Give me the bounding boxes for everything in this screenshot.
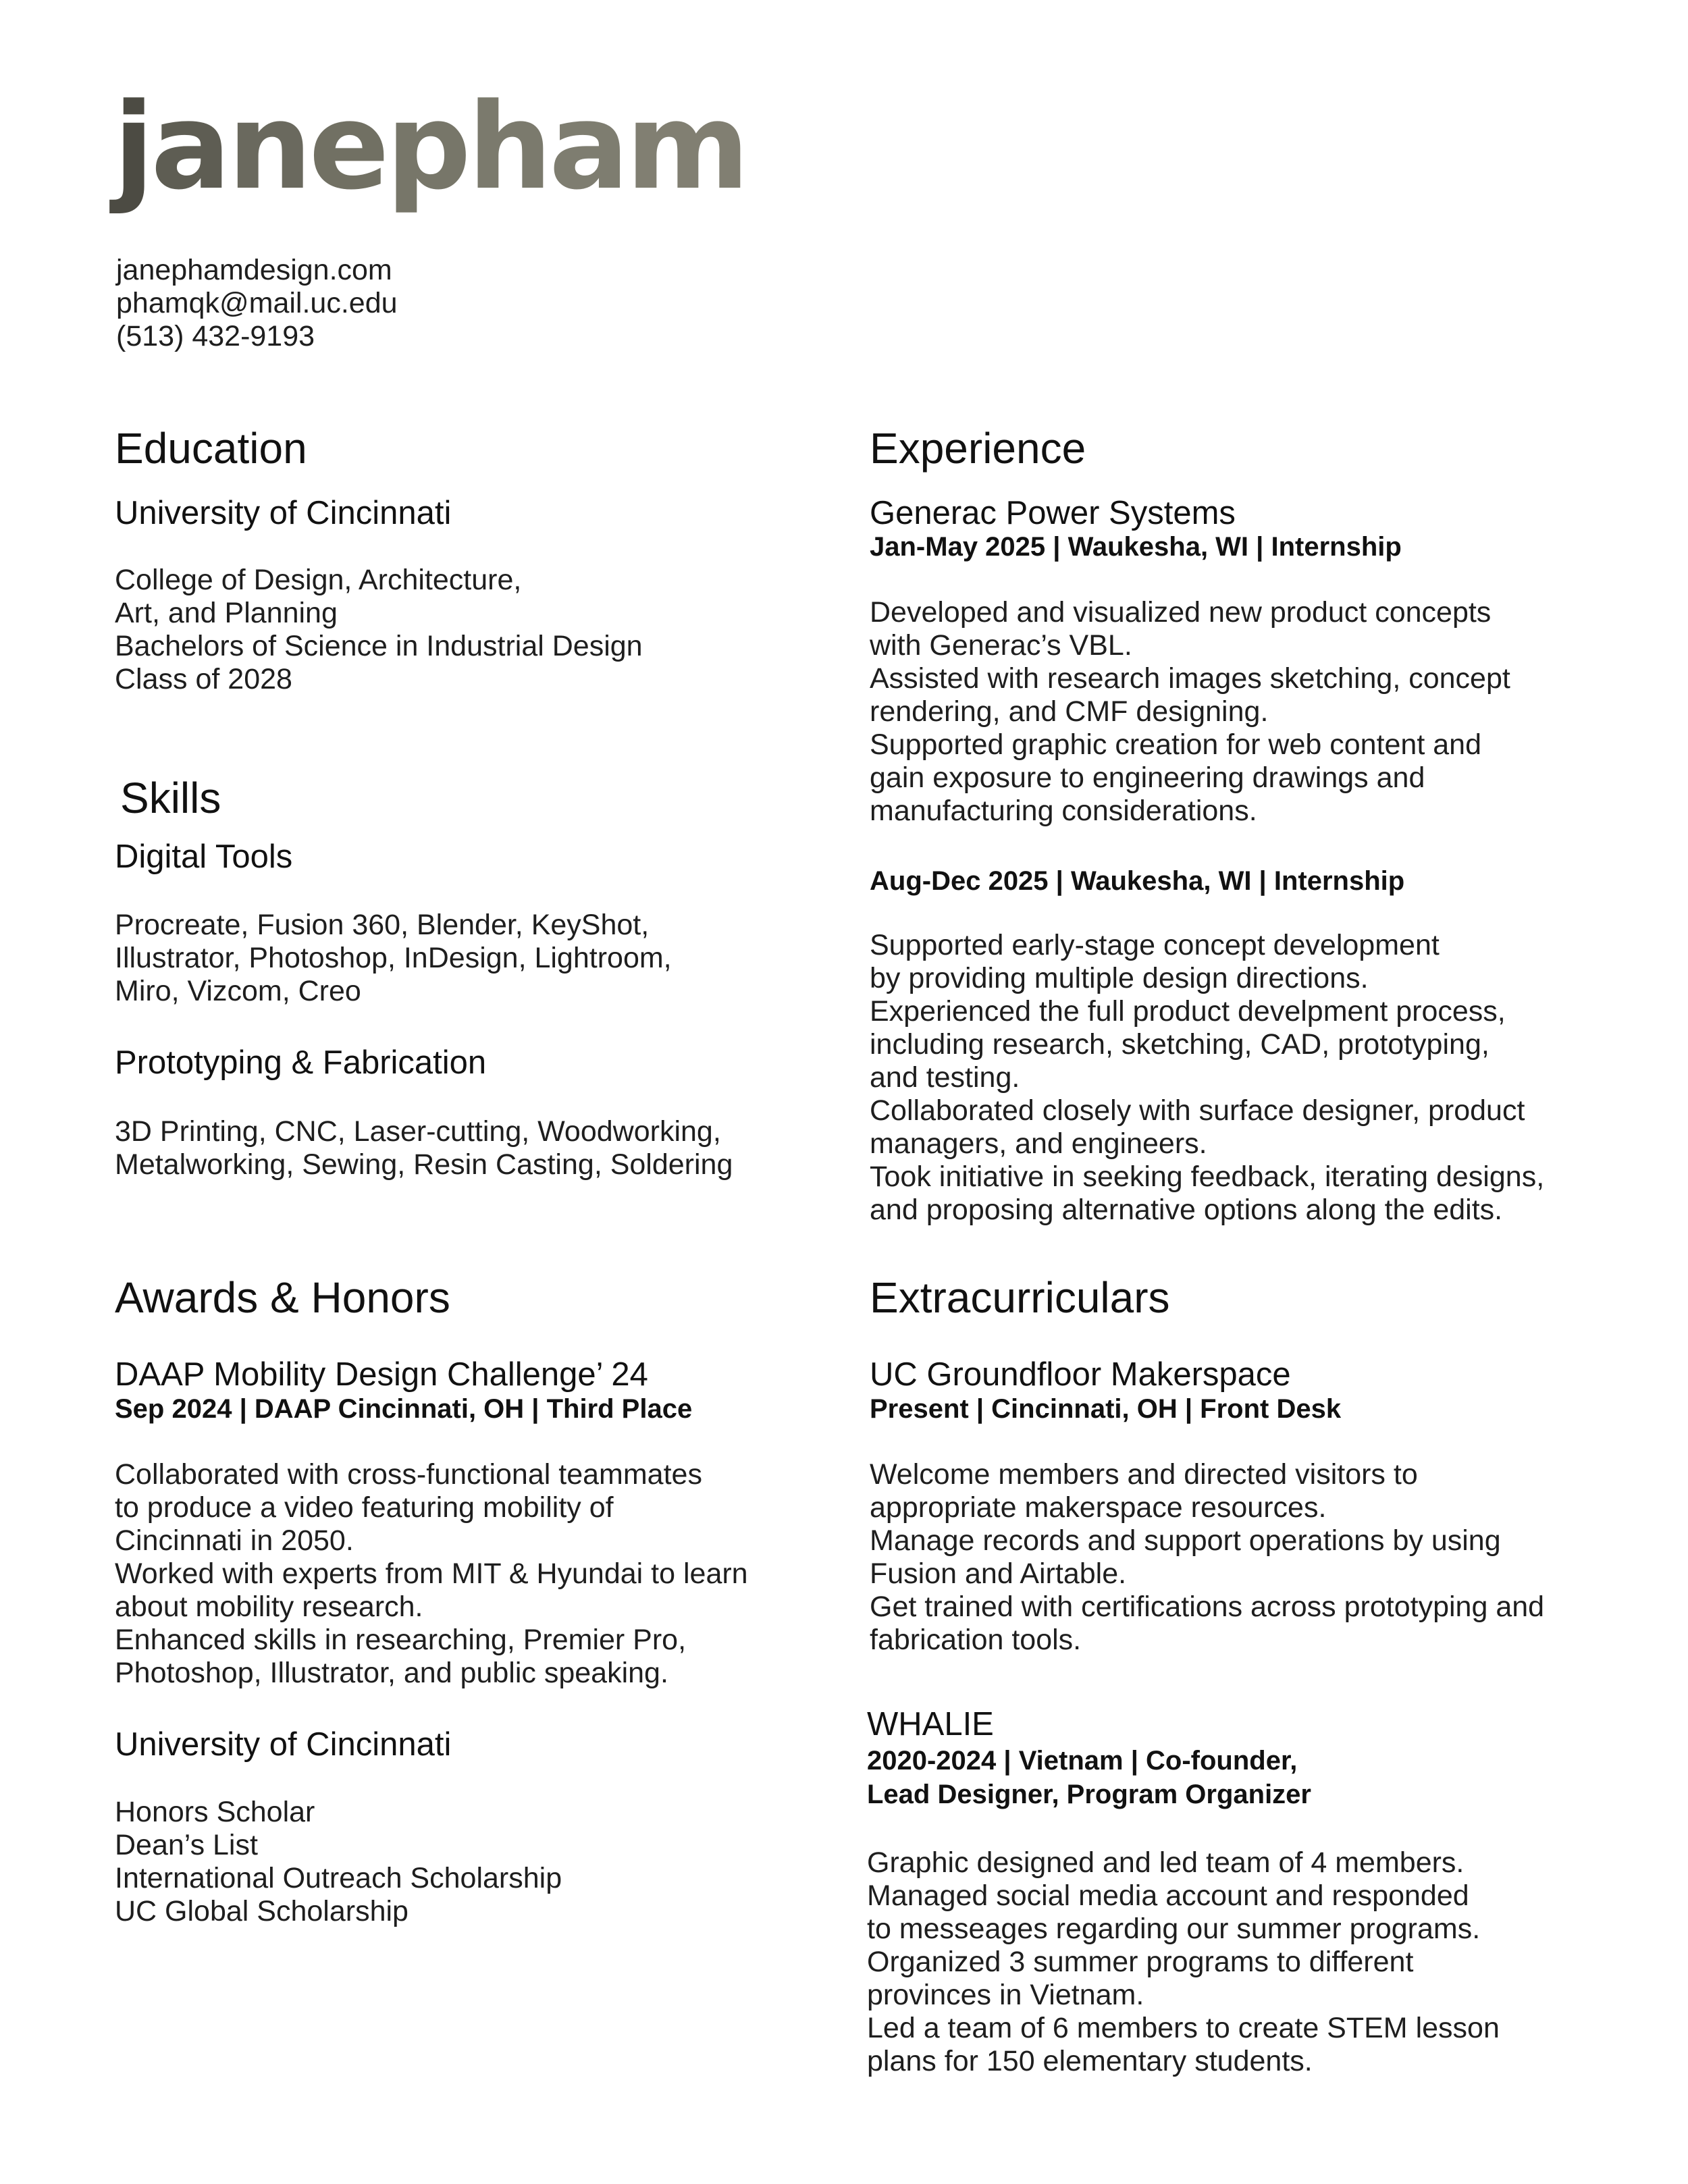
- text-line: Bachelors of Science in Industrial Design: [115, 630, 643, 662]
- daap-award-meta: Sep 2024 | DAAP Cincinnati, OH | Third Place: [115, 1394, 693, 1424]
- job2-description: [870, 929, 1544, 1227]
- text-line: 3D Printing, CNC, Laser-cutting, Woodworking,: [115, 1115, 721, 1148]
- text-line: College of Design, Architecture,: [115, 564, 522, 596]
- text-line: UC Global Scholarship: [115, 1895, 408, 1927]
- name-letter: j: [113, 78, 151, 216]
- text-line: Manage records and support operations by using: [870, 1524, 1501, 1557]
- text-line: and testing.: [870, 1061, 1020, 1094]
- contact-info: [116, 254, 398, 353]
- extracurriculars-section: [870, 1273, 1170, 1322]
- skills-section: [120, 776, 221, 820]
- text-line: Assisted with research images sketching, concept: [870, 662, 1510, 695]
- name-letter: m: [625, 78, 747, 216]
- name-letter: p: [386, 78, 468, 216]
- text-line: Collaborated closely with surface designer, product: [870, 1094, 1525, 1127]
- digital-tools-list: [115, 909, 672, 1008]
- education-section: [115, 424, 307, 473]
- text-line: Honors Scholar: [115, 1796, 315, 1828]
- text-line: plans for 150 elementary students.: [867, 2045, 1313, 2077]
- text-line: International Outreach Scholarship: [115, 1862, 562, 1894]
- name-logo: [113, 78, 747, 216]
- text-line: Class of 2028: [115, 663, 292, 695]
- text-line: Welcome members and directed visitors to: [870, 1458, 1418, 1491]
- name-letter: a: [151, 78, 228, 216]
- awards-heading: Awards & Honors: [115, 1273, 450, 1322]
- text-line: Collaborated with cross-functional teammates: [115, 1458, 702, 1491]
- daap-award-description: [115, 1458, 748, 1690]
- prototyping-entry: [115, 1046, 486, 1080]
- text-line: gain exposure to engineering drawings and: [870, 762, 1425, 794]
- text-line: Experienced the full product develpment process,: [870, 995, 1506, 1028]
- text-line: Dean’s List: [115, 1829, 258, 1861]
- text-line: about mobility research.: [115, 1591, 423, 1623]
- job1-description: [870, 596, 1510, 828]
- text-line: appropriate makerspace resources.: [870, 1491, 1327, 1524]
- text-line: and proposing alternative options along the edits.: [870, 1194, 1503, 1226]
- name-letter: a: [549, 78, 626, 216]
- daap-award-entry: [115, 1358, 648, 1391]
- skills-heading: Skills: [120, 774, 221, 822]
- makerspace-title: UC Groundfloor Makerspace: [870, 1356, 1291, 1393]
- text-line: Lead Designer, Program Organizer: [867, 1780, 1311, 1809]
- education-details: [115, 564, 643, 696]
- uc-honors-list: [115, 1796, 562, 1928]
- text-line: Organized 3 summer programs to different: [867, 1946, 1414, 1978]
- text-line: rendering, and CMF designing.: [870, 695, 1269, 728]
- text-line: with Generac’s VBL.: [870, 629, 1132, 662]
- whalie-entry: [867, 1708, 994, 1741]
- text-line: including research, sketching, CAD, prototyping,: [870, 1028, 1489, 1061]
- text-line: provinces in Vietnam.: [867, 1979, 1144, 2011]
- digital-tools-title: Digital Tools: [115, 838, 293, 875]
- text-line: Procreate, Fusion 360, Blender, KeyShot,: [115, 909, 650, 941]
- text-line: Took initiative in seeking feedback, iterating designs,: [870, 1161, 1545, 1193]
- text-line: Get trained with certifications across prototyping and: [870, 1591, 1545, 1623]
- makerspace-description: [870, 1458, 1544, 1657]
- name-letter: h: [467, 78, 550, 216]
- name-letter: n: [228, 78, 309, 216]
- text-line: Art, and Planning: [115, 597, 338, 629]
- text-line: Supported early-stage concept development: [870, 929, 1440, 961]
- phone-number: (513) 432-9193: [116, 320, 315, 352]
- text-line: manufacturing considerations.: [870, 795, 1257, 827]
- text-line: Led a team of 6 members to create STEM lesson: [867, 2012, 1500, 2044]
- digital-tools-entry: [115, 838, 293, 875]
- text-line: Photoshop, Illustrator, and public speaking.: [115, 1657, 668, 1689]
- text-line: Miro, Vizcom, Creo: [115, 975, 361, 1007]
- makerspace-meta: Present | Cincinnati, OH | Front Desk: [870, 1394, 1342, 1424]
- text-line: Developed and visualized new product concepts: [870, 596, 1492, 629]
- text-line: Fusion and Airtable.: [870, 1557, 1127, 1590]
- text-line: Enhanced skills in researching, Premier Pro,: [115, 1624, 687, 1656]
- text-line: Metalworking, Sewing, Resin Casting, Soldering: [115, 1148, 733, 1181]
- job2-meta: Aug-Dec 2025 | Waukesha, WI | Internship: [870, 866, 1405, 896]
- text-line: Graphic designed and led team of 4 members.: [867, 1846, 1465, 1879]
- text-line: Cincinnati in 2050.: [115, 1524, 354, 1557]
- text-line: to messeages regarding our summer programs.: [867, 1913, 1481, 1945]
- text-line: 2020-2024 | Vietnam | Co-founder,: [867, 1746, 1298, 1776]
- text-line: by providing multiple design directions.: [870, 962, 1369, 994]
- whalie-title: WHALIE: [867, 1706, 994, 1742]
- text-line: managers, and engineers.: [870, 1127, 1207, 1160]
- text-line: fabrication tools.: [870, 1624, 1082, 1656]
- uc-honors-title: University of Cincinnati: [115, 1726, 452, 1763]
- experience-heading: Experience: [870, 424, 1086, 473]
- experience-section: [870, 424, 1086, 473]
- name-letter: e: [309, 78, 386, 216]
- awards-section: [115, 1273, 450, 1322]
- education-school: University of Cincinnati: [115, 495, 452, 531]
- experience-company: Generac Power Systems: [870, 495, 1236, 531]
- makerspace-entry: [870, 1358, 1291, 1391]
- text-line: to produce a video featuring mobility of: [115, 1491, 614, 1524]
- education-heading: Education: [115, 424, 307, 473]
- daap-award-title: DAAP Mobility Design Challenge’ 24: [115, 1356, 648, 1393]
- text-line: Managed social media account and responded: [867, 1880, 1469, 1912]
- website-link[interactable]: janephamdesign.com: [116, 254, 392, 286]
- whalie-description: [867, 1846, 1500, 2078]
- prototyping-title: Prototyping & Fabrication: [115, 1044, 487, 1081]
- text-line: Supported graphic creation for web content and: [870, 728, 1481, 761]
- education-entry: [115, 497, 451, 530]
- text-line: Worked with experts from MIT & Hyundai to learn: [115, 1557, 748, 1590]
- prototyping-list: [115, 1115, 733, 1181]
- job1-meta: Jan-May 2025 | Waukesha, WI | Internship: [870, 532, 1402, 562]
- extracurriculars-heading: Extracurriculars: [870, 1273, 1170, 1322]
- whalie-meta: [867, 1744, 1311, 1811]
- experience-company-entry: [870, 497, 1236, 530]
- uc-honors-entry: [115, 1728, 451, 1761]
- email-link[interactable]: phamqk@mail.uc.edu: [116, 287, 398, 319]
- text-line: Illustrator, Photoshop, InDesign, Lightroom,: [115, 942, 672, 974]
